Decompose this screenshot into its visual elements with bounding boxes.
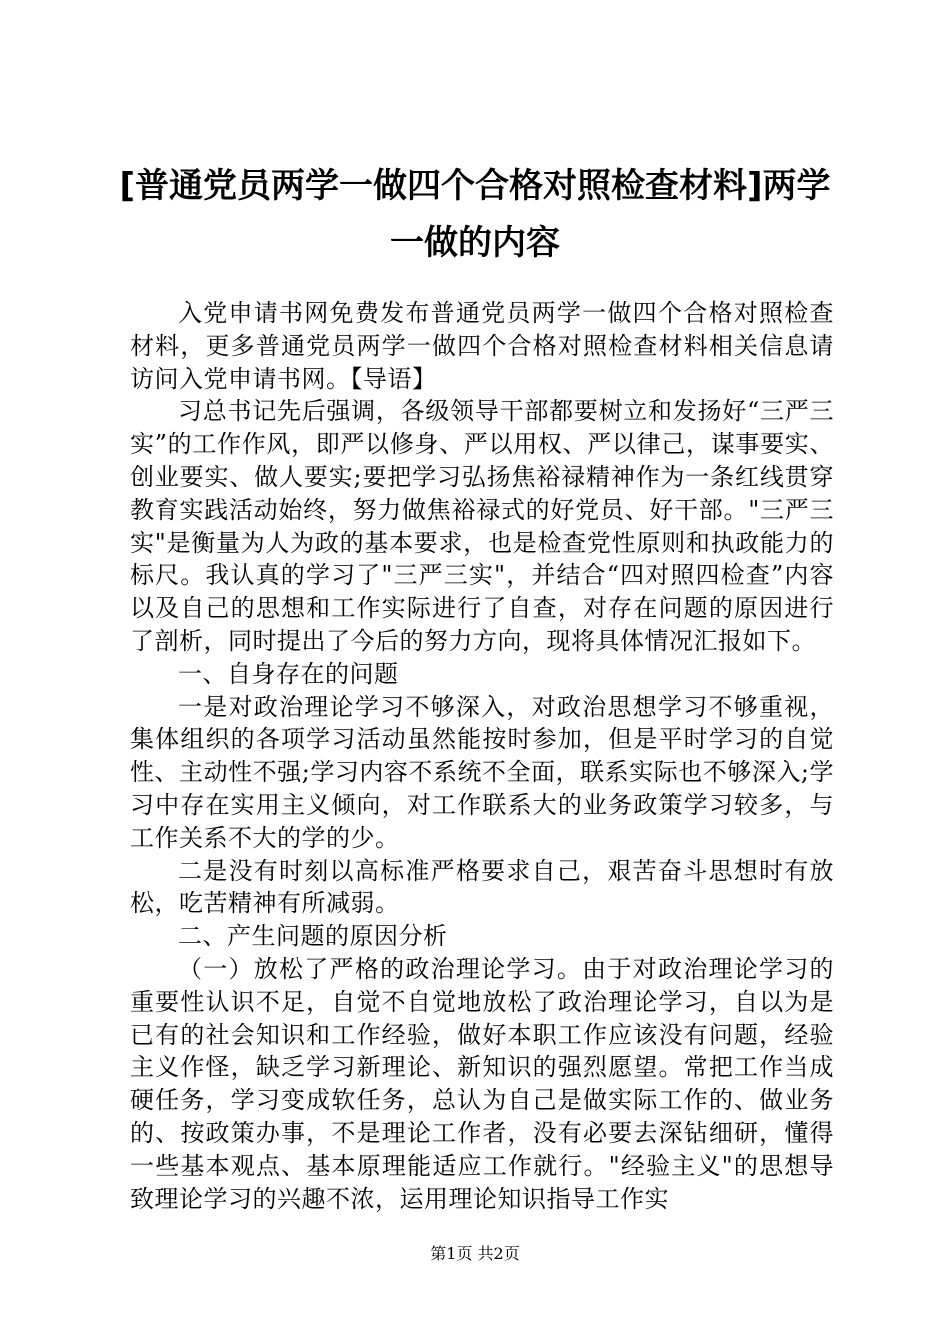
document-body: [130, 297, 834, 1215]
paragraph-background: 习总书记先后强调，各级领导干部都要树立和发扬好“三严三实”的工作作风，即严以修身、严以用权、严以律己，谋事要实、创业要实、做人要实;要把学习弘扬焦裕禄精神作为一条红线贯穿教育实践活动始终，努力做焦裕禄式的好党员、好干部。"三严三实"是衡量为人为政的基本要求，也是检查党性原则和执政能力的标尺。我认真的学习了"三严三实"，并结合“四对照四检查”内容以及自己的思想和工作实际进行了自查，对存在问题的原因进行了剖析，同时提出了今后的努力方向，现将具体情况汇报如下。: [130, 397, 834, 655]
section-heading-problems: 一、自身存在的问题: [178, 659, 399, 688]
paragraph-cause-one: （一）放松了严格的政治理论学习。由于对政治理论学习的重要性认识不足，自觉不自觉地放松了政治理论学习，自以为是已有的社会知识和工作经验，做好本职工作应该没有问题，经验主义作怪，缺乏学习新理论、新知识的强烈愿望。常把工作当成硬任务，学习变成软任务，总认为自己是做实际工作的、做业务的、按政策办事，不是理论工作者，没有必要去深钻细研，懂得一些基本观点、基本原理能适应工作就行。"经验主义"的思想导致理论学习的兴趣不浓，运用理论知识指导工作实: [130, 954, 834, 1213]
paragraph-problem-one: 一是对政治理论学习不够深入，对政治思想学习不够重视，集体组织的各项学习活动虽然能按时参加，但是平时学习的自觉性、主动性不强;学习内容不系统不全面，联系实际也不够深入;学习中存在实用主义倾向，对工作联系大的业务政策学习较多，与工作关系不大的学的少。: [130, 692, 834, 852]
section-heading-causes: 二、产生问题的原因分析: [178, 922, 448, 951]
page-footer: 第1页 共2页: [430, 1244, 520, 1263]
paragraph-problem-two: 二是没有时刻以高标准严格要求自己，艰苦奋斗思想时有放松，吃苦精神有所减弱。: [130, 856, 834, 918]
paragraph-intro: 入党申请书网免费发布普通党员两学一做四个合格对照检查材料，更多普通党员两学一做四个合格对照检查材料相关信息请访问入党申请书网。【导语】: [130, 299, 834, 393]
document-title: [普通党员两学一做四个合格对照检查材料]两学一做的内容: [119, 166, 831, 263]
